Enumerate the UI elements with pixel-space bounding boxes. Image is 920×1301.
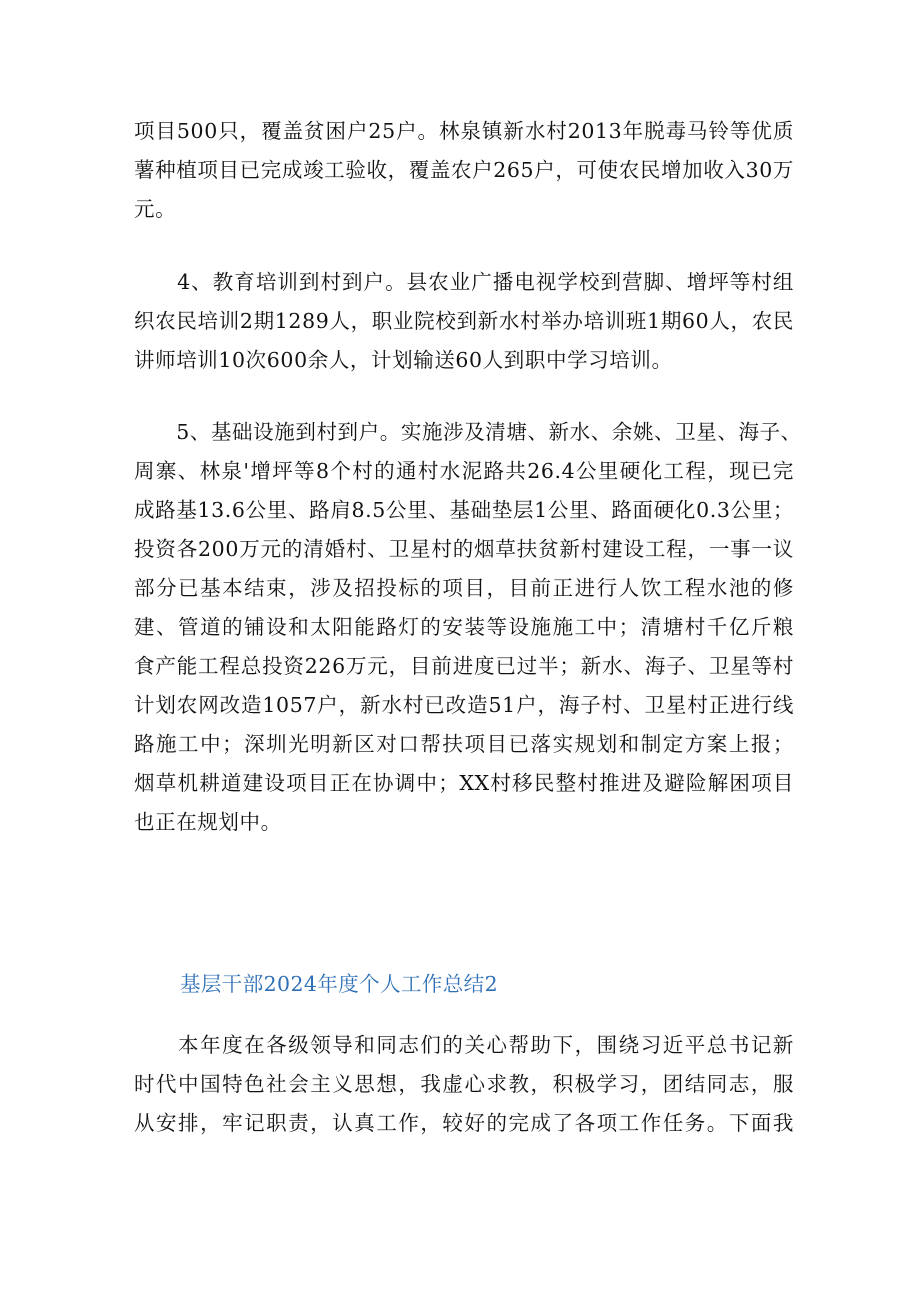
text-line: 建、管道的铺设和太阳能路灯的安装等设施施工中；清塘村千亿斤粮 <box>134 615 794 639</box>
text-line: 薯种植项目已完成竣工验收，覆盖农户265户，可使农民增加收入30万 <box>134 158 794 182</box>
paragraph-potato-project <box>134 112 794 229</box>
text-line: 从安排，牢记职责，认真工作，较好的完成了各项工作任务。下面我 <box>134 1111 794 1135</box>
text-line: 元。 <box>134 197 177 221</box>
text-line: 食产能工程总投资226万元，目前进度已过半；新水、海子、卫星等村 <box>134 654 794 678</box>
text-line: 路施工中；深圳光明新区对口帮扶项目已落实规划和制定方案上报； <box>134 732 794 756</box>
text-line: 本年度在各级领导和同志们的关心帮助下，围绕习近平总书记新 <box>134 1033 794 1057</box>
text-line: 4、教育培训到村到户。县农业广播电视学校到营脚、增坪等村组 <box>134 270 794 294</box>
text-line: 部分已基本结束，涉及招投标的项目，目前正进行人饮工程水池的修 <box>134 576 794 600</box>
text-line: 投资各200万元的清婚村、卫星村的烟草扶贫新村建设工程，一事一议 <box>134 537 794 561</box>
section-heading: 基层干部2024年度个人工作总结2 <box>180 972 499 996</box>
paragraph-infrastructure <box>134 413 802 842</box>
paragraph-education-training <box>134 263 794 380</box>
text-line: 时代中国特色社会主义思想，我虚心求教，积极学习，团结同志，服 <box>134 1072 794 1096</box>
text-line: 周寨、林泉'增坪等8个村的通村水泥路共26.4公里硬化工程，现已完 <box>134 459 794 483</box>
text-line: 讲师培训10次600余人，计划输送60人到职中学习培训。 <box>134 348 673 372</box>
text-line: 项目500只，覆盖贫困户25户。林泉镇新水村2013年脱毒马铃等优质 <box>134 119 794 143</box>
text-line: 烟草机耕道建设项目正在协调中；XX村移民整村推进及避险解困项目 <box>134 771 794 795</box>
text-line: 计划农网改造1057户，新水村已改造51户，海子村、卫星村正进行线 <box>134 693 794 717</box>
text-line: 织农民培训2期1289人，职业院校到新水村举办培训班1期60人，农民 <box>134 309 794 333</box>
text-line: 也正在规划中。 <box>134 810 282 834</box>
text-line: 成路基13.6公里、路肩8.5公里、基础垫层1公里、路面硬化0.3公里； <box>134 498 794 522</box>
paragraph-annual-summary-intro <box>134 1026 794 1143</box>
text-line: 5、基础设施到村到户。实施涉及清塘、新水、余姚、卫星、海子、 <box>134 420 802 444</box>
